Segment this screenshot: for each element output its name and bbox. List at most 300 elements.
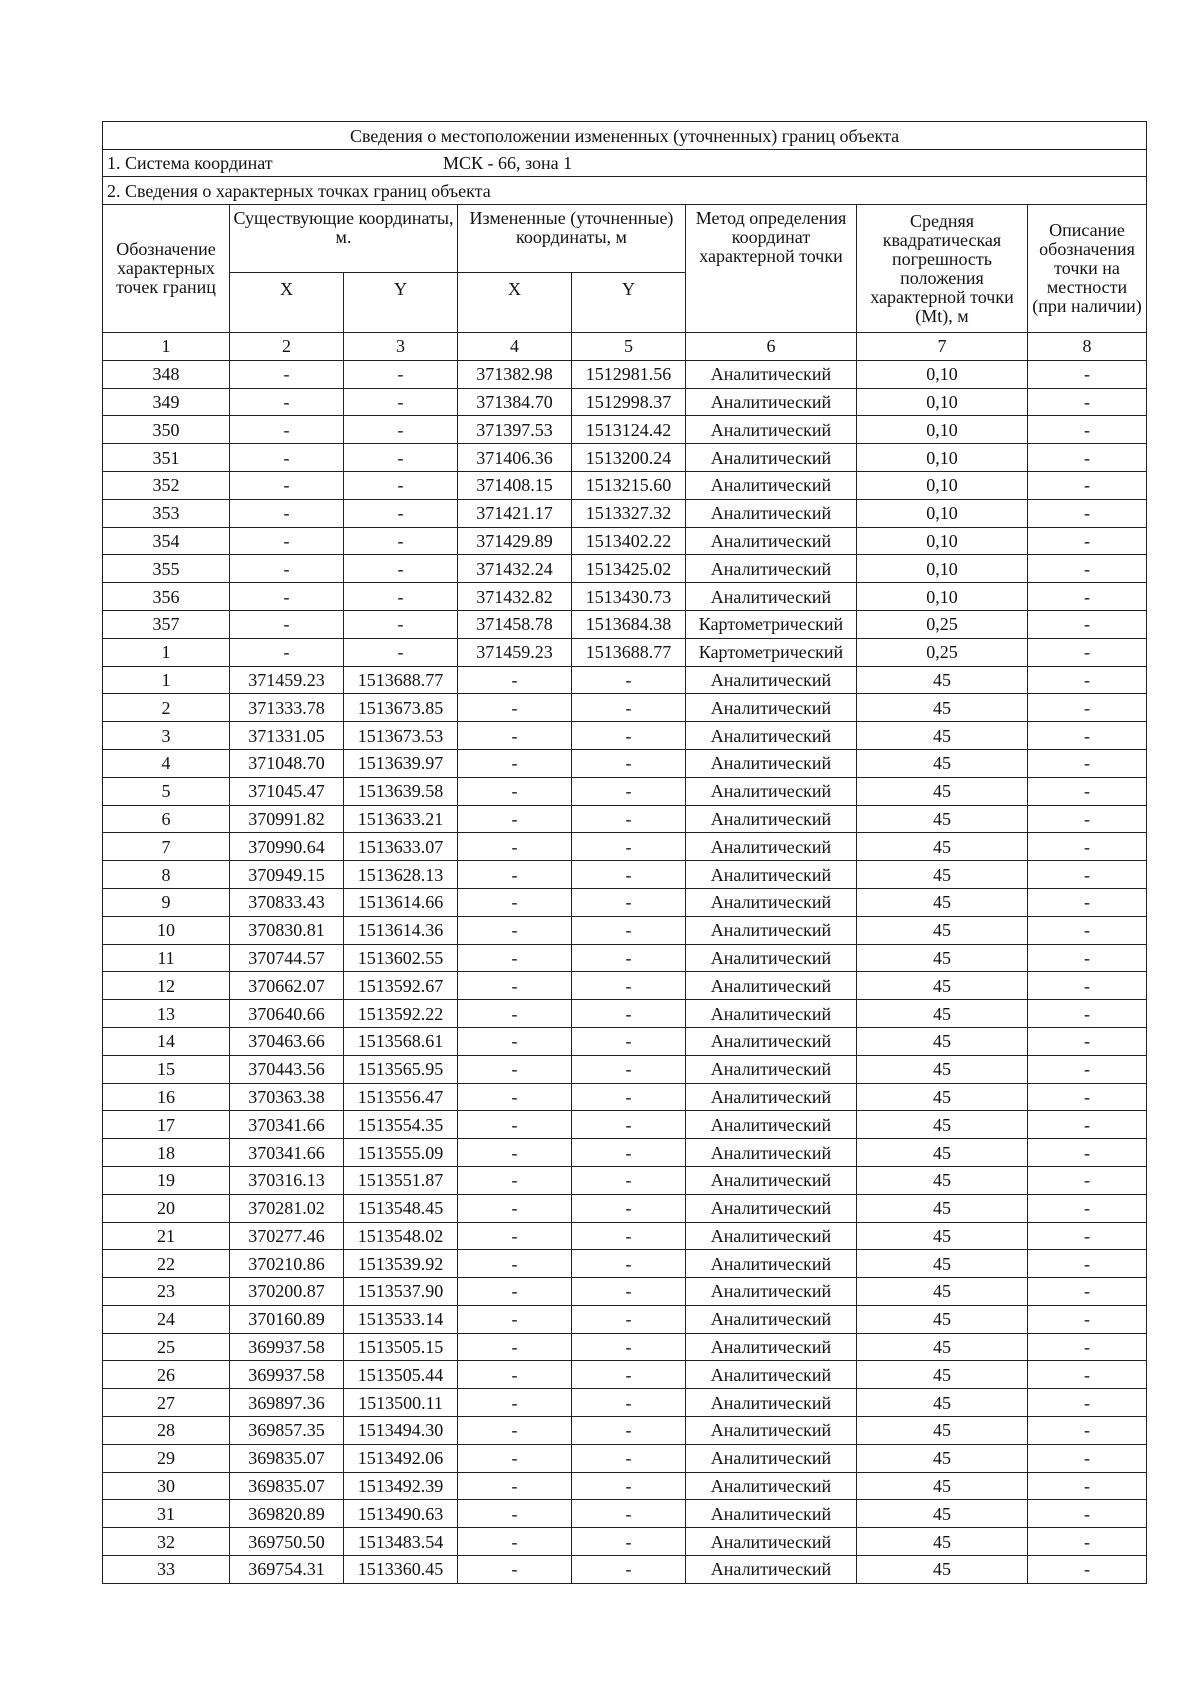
point-id-cell: 8 — [103, 861, 230, 889]
mean-error-cell: 0,10 — [857, 471, 1028, 499]
description-cell: - — [1028, 1444, 1147, 1472]
existing-y-cell: 1513614.36 — [344, 916, 458, 944]
table-row — [103, 1444, 1147, 1472]
method-cell: Аналитический — [686, 805, 857, 833]
table-row — [103, 610, 1147, 638]
changed-y-cell: - — [572, 805, 686, 833]
existing-x-cell: - — [230, 610, 344, 638]
changed-y-cell: - — [572, 1027, 686, 1055]
existing-y-cell: 1513492.06 — [344, 1444, 458, 1472]
table-row — [103, 555, 1147, 583]
mean-error-cell: 45 — [857, 1361, 1028, 1389]
column-number: 6 — [686, 333, 857, 361]
method-cell: Аналитический — [686, 1417, 857, 1445]
existing-x-cell: 369750.50 — [230, 1528, 344, 1556]
changed-x-cell: - — [458, 1111, 572, 1139]
changed-x-cell: - — [458, 1444, 572, 1472]
existing-y-cell: 1513554.35 — [344, 1111, 458, 1139]
changed-x-cell: 371408.15 — [458, 471, 572, 499]
changed-x-cell: 371432.24 — [458, 555, 572, 583]
point-id-cell: 357 — [103, 610, 230, 638]
table-row — [103, 1083, 1147, 1111]
existing-x-cell: 370990.64 — [230, 833, 344, 861]
description-cell: - — [1028, 1194, 1147, 1222]
method-cell: Аналитический — [686, 1305, 857, 1333]
description-cell: - — [1028, 1556, 1147, 1584]
header-existing-y: Y — [344, 273, 458, 333]
existing-x-cell: - — [230, 444, 344, 472]
existing-x-cell: 370281.02 — [230, 1194, 344, 1222]
changed-x-cell: - — [458, 1166, 572, 1194]
description-cell: - — [1028, 888, 1147, 916]
point-id-cell: 9 — [103, 888, 230, 916]
mean-error-cell: 45 — [857, 888, 1028, 916]
point-id-cell: 1 — [103, 638, 230, 666]
changed-x-cell: - — [458, 722, 572, 750]
changed-y-cell: 1513402.22 — [572, 527, 686, 555]
method-cell: Аналитический — [686, 1333, 857, 1361]
table-row — [103, 1194, 1147, 1222]
mean-error-cell: 0,10 — [857, 444, 1028, 472]
changed-x-cell: - — [458, 1278, 572, 1306]
column-number: 3 — [344, 333, 458, 361]
existing-y-cell: - — [344, 416, 458, 444]
method-cell: Аналитический — [686, 777, 857, 805]
mean-error-cell: 0,25 — [857, 638, 1028, 666]
changed-x-cell: - — [458, 888, 572, 916]
description-cell: - — [1028, 527, 1147, 555]
existing-x-cell: - — [230, 416, 344, 444]
method-cell: Аналитический — [686, 694, 857, 722]
existing-x-cell: 370463.66 — [230, 1027, 344, 1055]
description-cell: - — [1028, 1027, 1147, 1055]
point-id-cell: 351 — [103, 444, 230, 472]
changed-x-cell: - — [458, 1472, 572, 1500]
description-cell: - — [1028, 1305, 1147, 1333]
description-cell: - — [1028, 833, 1147, 861]
mean-error-cell: 45 — [857, 833, 1028, 861]
existing-x-cell: 369820.89 — [230, 1500, 344, 1528]
existing-x-cell: 371331.05 — [230, 722, 344, 750]
table-row — [103, 1472, 1147, 1500]
description-cell: - — [1028, 1055, 1147, 1083]
mean-error-cell: 45 — [857, 805, 1028, 833]
coord-system-row — [103, 150, 1147, 177]
existing-y-cell: 1513633.21 — [344, 805, 458, 833]
method-cell: Аналитический — [686, 888, 857, 916]
method-cell: Аналитический — [686, 666, 857, 694]
table-row — [103, 583, 1147, 611]
point-id-cell: 25 — [103, 1333, 230, 1361]
table-row — [103, 1333, 1147, 1361]
point-id-cell: 5 — [103, 777, 230, 805]
existing-y-cell: 1513592.22 — [344, 1000, 458, 1028]
method-cell: Аналитический — [686, 416, 857, 444]
changed-y-cell: - — [572, 944, 686, 972]
description-cell: - — [1028, 444, 1147, 472]
coord-system-label: 1. Система координат — [107, 153, 273, 173]
method-cell: Аналитический — [686, 444, 857, 472]
method-cell: Аналитический — [686, 1222, 857, 1250]
changed-x-cell: 371384.70 — [458, 388, 572, 416]
changed-y-cell: - — [572, 1250, 686, 1278]
description-cell: - — [1028, 555, 1147, 583]
column-number: 7 — [857, 333, 1028, 361]
table-row — [103, 972, 1147, 1000]
changed-x-cell: - — [458, 1222, 572, 1250]
existing-y-cell: 1513505.15 — [344, 1333, 458, 1361]
document-sheet — [102, 121, 1146, 1584]
point-id-cell: 31 — [103, 1500, 230, 1528]
description-cell: - — [1028, 1250, 1147, 1278]
existing-y-cell: - — [344, 360, 458, 388]
mean-error-cell: 45 — [857, 666, 1028, 694]
existing-x-cell: 369835.07 — [230, 1444, 344, 1472]
existing-x-cell: 370991.82 — [230, 805, 344, 833]
mean-error-cell: 45 — [857, 1444, 1028, 1472]
table-row — [103, 1027, 1147, 1055]
point-id-cell: 348 — [103, 360, 230, 388]
description-cell: - — [1028, 1333, 1147, 1361]
method-cell: Картометрический — [686, 638, 857, 666]
method-cell: Аналитический — [686, 749, 857, 777]
mean-error-cell: 45 — [857, 1417, 1028, 1445]
method-cell: Аналитический — [686, 1083, 857, 1111]
method-cell: Аналитический — [686, 861, 857, 889]
existing-y-cell: 1513539.92 — [344, 1250, 458, 1278]
mean-error-cell: 45 — [857, 722, 1028, 750]
table-row — [103, 861, 1147, 889]
mean-error-cell: 45 — [857, 1055, 1028, 1083]
changed-x-cell: - — [458, 1000, 572, 1028]
existing-y-cell: 1513548.02 — [344, 1222, 458, 1250]
existing-y-cell: 1513565.95 — [344, 1055, 458, 1083]
changed-y-cell: - — [572, 1389, 686, 1417]
changed-y-cell: 1513684.38 — [572, 610, 686, 638]
changed-x-cell: - — [458, 1305, 572, 1333]
mean-error-cell: 0,10 — [857, 527, 1028, 555]
table-row — [103, 1361, 1147, 1389]
mean-error-cell: 45 — [857, 1250, 1028, 1278]
changed-y-cell: - — [572, 1417, 686, 1445]
description-cell: - — [1028, 777, 1147, 805]
point-id-cell: 17 — [103, 1111, 230, 1139]
changed-y-cell: - — [572, 1000, 686, 1028]
existing-x-cell: 371045.47 — [230, 777, 344, 805]
existing-x-cell: 369897.36 — [230, 1389, 344, 1417]
changed-x-cell: - — [458, 916, 572, 944]
point-id-cell: 352 — [103, 471, 230, 499]
existing-y-cell: 1513537.90 — [344, 1278, 458, 1306]
table-title: Сведения о местоположении измененных (уточненных) границ объекта — [103, 122, 1147, 150]
existing-x-cell: 370341.66 — [230, 1139, 344, 1167]
header-changed-y: Y — [572, 273, 686, 333]
column-number: 2 — [230, 333, 344, 361]
mean-error-cell: 45 — [857, 1139, 1028, 1167]
existing-x-cell: 370744.57 — [230, 944, 344, 972]
point-id-cell: 7 — [103, 833, 230, 861]
existing-y-cell: 1513556.47 — [344, 1083, 458, 1111]
changed-y-cell: - — [572, 1472, 686, 1500]
method-cell: Аналитический — [686, 1389, 857, 1417]
header-description: Описание обозначения точки на местности (при наличии) — [1028, 205, 1147, 333]
point-id-cell: 23 — [103, 1278, 230, 1306]
mean-error-cell: 45 — [857, 1222, 1028, 1250]
header-point-designation: Обозначение характерных точек границ — [103, 205, 230, 333]
changed-y-cell: - — [572, 1528, 686, 1556]
existing-x-cell: 370200.87 — [230, 1278, 344, 1306]
section2-title: 2. Сведения о характерных точках границ объекта — [103, 177, 1147, 205]
changed-x-cell: - — [458, 1333, 572, 1361]
method-cell: Аналитический — [686, 388, 857, 416]
column-number: 4 — [458, 333, 572, 361]
method-cell: Аналитический — [686, 972, 857, 1000]
existing-y-cell: 1513639.97 — [344, 749, 458, 777]
description-cell: - — [1028, 944, 1147, 972]
changed-x-cell: 371397.53 — [458, 416, 572, 444]
method-cell: Аналитический — [686, 583, 857, 611]
description-cell: - — [1028, 1472, 1147, 1500]
mean-error-cell: 45 — [857, 944, 1028, 972]
existing-y-cell: - — [344, 555, 458, 583]
point-id-cell: 32 — [103, 1528, 230, 1556]
point-id-cell: 4 — [103, 749, 230, 777]
changed-y-cell: - — [572, 833, 686, 861]
changed-x-cell: - — [458, 1055, 572, 1083]
method-cell: Аналитический — [686, 944, 857, 972]
description-cell: - — [1028, 1361, 1147, 1389]
table-row — [103, 1166, 1147, 1194]
existing-y-cell: 1513483.54 — [344, 1528, 458, 1556]
changed-x-cell: - — [458, 1027, 572, 1055]
coord-system-value: МСК - 66, зона 1 — [443, 153, 573, 173]
mean-error-cell: 45 — [857, 1333, 1028, 1361]
table-row — [103, 1000, 1147, 1028]
table-row — [103, 944, 1147, 972]
mean-error-cell: 0,10 — [857, 583, 1028, 611]
point-id-cell: 2 — [103, 694, 230, 722]
changed-y-cell: - — [572, 1333, 686, 1361]
changed-x-cell: - — [458, 1500, 572, 1528]
description-cell: - — [1028, 1417, 1147, 1445]
point-id-cell: 354 — [103, 527, 230, 555]
table-row — [103, 1222, 1147, 1250]
changed-y-cell: 1513124.42 — [572, 416, 686, 444]
existing-y-cell: 1513500.11 — [344, 1389, 458, 1417]
changed-y-cell: - — [572, 916, 686, 944]
changed-y-cell: - — [572, 694, 686, 722]
existing-y-cell: 1513568.61 — [344, 1027, 458, 1055]
method-cell: Аналитический — [686, 1278, 857, 1306]
table-row — [103, 722, 1147, 750]
existing-y-cell: 1513548.45 — [344, 1194, 458, 1222]
table-row — [103, 388, 1147, 416]
table-row — [103, 666, 1147, 694]
mean-error-cell: 45 — [857, 1000, 1028, 1028]
changed-y-cell: - — [572, 1194, 686, 1222]
description-cell: - — [1028, 916, 1147, 944]
changed-x-cell: - — [458, 1417, 572, 1445]
method-cell: Аналитический — [686, 1444, 857, 1472]
table-row — [103, 638, 1147, 666]
description-cell: - — [1028, 388, 1147, 416]
existing-y-cell: - — [344, 444, 458, 472]
changed-x-cell: - — [458, 777, 572, 805]
method-cell: Аналитический — [686, 1027, 857, 1055]
changed-y-cell: - — [572, 1556, 686, 1584]
method-cell: Аналитический — [686, 1166, 857, 1194]
description-cell: - — [1028, 416, 1147, 444]
header-changed-x: X — [458, 273, 572, 333]
mean-error-cell: 45 — [857, 1111, 1028, 1139]
existing-x-cell: 370316.13 — [230, 1166, 344, 1194]
table-row — [103, 471, 1147, 499]
existing-x-cell: 371459.23 — [230, 666, 344, 694]
mean-error-cell: 0,10 — [857, 388, 1028, 416]
changed-y-cell: 1513215.60 — [572, 471, 686, 499]
changed-x-cell: - — [458, 1083, 572, 1111]
changed-y-cell: - — [572, 972, 686, 1000]
point-id-cell: 11 — [103, 944, 230, 972]
changed-x-cell: - — [458, 1556, 572, 1584]
method-cell: Аналитический — [686, 722, 857, 750]
point-id-cell: 33 — [103, 1556, 230, 1584]
changed-y-cell: - — [572, 1278, 686, 1306]
changed-y-cell: 1512981.56 — [572, 360, 686, 388]
changed-y-cell: - — [572, 1139, 686, 1167]
description-cell: - — [1028, 1000, 1147, 1028]
method-cell: Аналитический — [686, 1055, 857, 1083]
existing-y-cell: - — [344, 610, 458, 638]
method-cell: Аналитический — [686, 1528, 857, 1556]
changed-x-cell: - — [458, 1528, 572, 1556]
method-cell: Аналитический — [686, 1139, 857, 1167]
existing-x-cell: 369937.58 — [230, 1333, 344, 1361]
existing-x-cell: 369857.35 — [230, 1417, 344, 1445]
existing-y-cell: 1513360.45 — [344, 1556, 458, 1584]
changed-y-cell: 1513425.02 — [572, 555, 686, 583]
changed-x-cell: 371459.23 — [458, 638, 572, 666]
existing-x-cell: - — [230, 499, 344, 527]
changed-y-cell: - — [572, 1222, 686, 1250]
description-cell: - — [1028, 805, 1147, 833]
existing-x-cell: - — [230, 638, 344, 666]
existing-y-cell: 1513551.87 — [344, 1166, 458, 1194]
changed-x-cell: - — [458, 972, 572, 1000]
point-id-cell: 19 — [103, 1166, 230, 1194]
point-id-cell: 27 — [103, 1389, 230, 1417]
table-row — [103, 777, 1147, 805]
table-row — [103, 527, 1147, 555]
mean-error-cell: 0,25 — [857, 610, 1028, 638]
method-cell: Аналитический — [686, 1000, 857, 1028]
table-row — [103, 444, 1147, 472]
header-method: Метод определения координат характерной точки — [686, 205, 857, 333]
table-row — [103, 499, 1147, 527]
changed-y-cell: - — [572, 1083, 686, 1111]
existing-x-cell: 370277.46 — [230, 1222, 344, 1250]
existing-y-cell: 1513673.85 — [344, 694, 458, 722]
table-row — [103, 1139, 1147, 1167]
mean-error-cell: 45 — [857, 1389, 1028, 1417]
description-cell: - — [1028, 499, 1147, 527]
changed-y-cell: 1513200.24 — [572, 444, 686, 472]
method-cell: Аналитический — [686, 1250, 857, 1278]
existing-y-cell: 1513592.67 — [344, 972, 458, 1000]
changed-y-cell: - — [572, 777, 686, 805]
existing-x-cell: - — [230, 555, 344, 583]
existing-x-cell: 371333.78 — [230, 694, 344, 722]
point-id-cell: 29 — [103, 1444, 230, 1472]
method-cell: Аналитический — [686, 471, 857, 499]
description-cell: - — [1028, 861, 1147, 889]
mean-error-cell: 45 — [857, 1278, 1028, 1306]
method-cell: Аналитический — [686, 1472, 857, 1500]
point-id-cell: 12 — [103, 972, 230, 1000]
existing-y-cell: - — [344, 638, 458, 666]
point-id-cell: 20 — [103, 1194, 230, 1222]
changed-x-cell: 371432.82 — [458, 583, 572, 611]
table-row — [103, 1305, 1147, 1333]
table-row — [103, 888, 1147, 916]
changed-y-cell: 1513327.32 — [572, 499, 686, 527]
description-cell: - — [1028, 1500, 1147, 1528]
existing-y-cell: 1513533.14 — [344, 1305, 458, 1333]
description-cell: - — [1028, 1389, 1147, 1417]
changed-y-cell: - — [572, 1444, 686, 1472]
point-id-cell: 18 — [103, 1139, 230, 1167]
method-cell: Аналитический — [686, 499, 857, 527]
description-cell: - — [1028, 1139, 1147, 1167]
changed-x-cell: - — [458, 1361, 572, 1389]
existing-x-cell: 370210.86 — [230, 1250, 344, 1278]
point-id-cell: 350 — [103, 416, 230, 444]
method-cell: Аналитический — [686, 360, 857, 388]
point-id-cell: 3 — [103, 722, 230, 750]
description-cell: - — [1028, 1528, 1147, 1556]
point-id-cell: 6 — [103, 805, 230, 833]
changed-y-cell: 1513688.77 — [572, 638, 686, 666]
existing-x-cell: - — [230, 360, 344, 388]
mean-error-cell: 0,10 — [857, 555, 1028, 583]
existing-y-cell: - — [344, 388, 458, 416]
table-row — [103, 1055, 1147, 1083]
existing-x-cell: 369754.31 — [230, 1556, 344, 1584]
changed-y-cell: - — [572, 1111, 686, 1139]
existing-y-cell: 1513494.30 — [344, 1417, 458, 1445]
mean-error-cell: 45 — [857, 1556, 1028, 1584]
table-row — [103, 360, 1147, 388]
changed-y-cell: - — [572, 861, 686, 889]
header-mean-error: Средняя квадратическая погрешность положения характерной точки (Mt), м — [857, 205, 1028, 333]
existing-y-cell: 1513673.53 — [344, 722, 458, 750]
mean-error-cell: 45 — [857, 1027, 1028, 1055]
description-cell: - — [1028, 610, 1147, 638]
existing-x-cell: 369835.07 — [230, 1472, 344, 1500]
mean-error-cell: 45 — [857, 972, 1028, 1000]
table-row — [103, 1250, 1147, 1278]
existing-x-cell: 370833.43 — [230, 888, 344, 916]
header-existing-x: X — [230, 273, 344, 333]
description-cell: - — [1028, 1278, 1147, 1306]
existing-x-cell: 371048.70 — [230, 749, 344, 777]
mean-error-cell: 0,10 — [857, 499, 1028, 527]
existing-y-cell: 1513633.07 — [344, 833, 458, 861]
point-id-cell: 26 — [103, 1361, 230, 1389]
changed-y-cell: - — [572, 722, 686, 750]
mean-error-cell: 45 — [857, 1472, 1028, 1500]
point-id-cell: 353 — [103, 499, 230, 527]
